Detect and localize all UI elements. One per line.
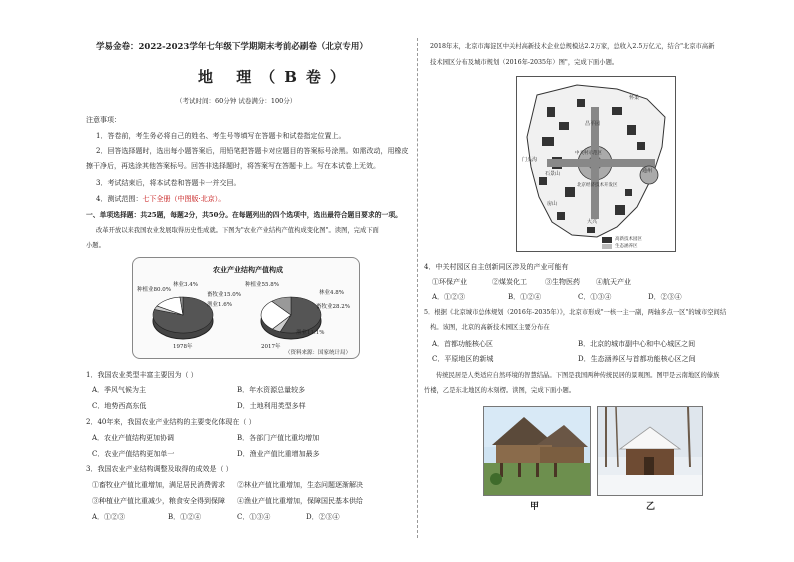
q5-option-c[interactable]: C．平原地区的新城	[432, 355, 494, 363]
q3-option-d[interactable]: D．②③④	[306, 513, 340, 521]
pie1-label-forestry: 林业3.4%	[173, 282, 198, 288]
chart-title: 农业产业结构产值构成	[213, 265, 283, 274]
q4-item-4: ④航天产业	[596, 278, 631, 286]
dwelling-intro: 传统民居是人类适应自然环境的智慧结晶。下图是我国两种传统民居的景观图。图甲是云南地区的傣族	[436, 372, 720, 379]
pie1-label-livestock: 畜牧业15.0%	[207, 292, 241, 298]
q1-option-b[interactable]: B．年水资源总量较多	[237, 386, 306, 394]
map-label-etdz: 北京经济技术开发区	[577, 183, 618, 188]
pie2-label-livestock: 畜牧业28.2%	[316, 304, 350, 310]
dai-bamboo-house-photo	[483, 406, 591, 496]
q4-item-2: ②煤炭化工	[492, 278, 527, 286]
note-2: 2．回答选择题时，选出每小题答案后，用铅笔把答题卡对应题目的答案标号涂黑。如需改动，用橡皮	[96, 147, 409, 155]
q4-intro-cont: 技术园区分布及城市规划（2016年-2035年）图"，完成下面小题。	[430, 59, 619, 66]
pie2-label-forestry: 林业4.8%	[319, 290, 344, 296]
q5-option-b[interactable]: B．北京的城市副中心和中心城区之间	[578, 340, 696, 348]
photo-caption-yi: 乙	[646, 502, 656, 512]
q2-option-a[interactable]: A．农业产值结构更加协调	[92, 434, 175, 442]
q3-statement-4: ④渔业产值比重增加，保障国民基本供给	[237, 497, 363, 505]
note-1: 1．答卷前，考生务必将自己的姓名、考生号等填写在答题卡和试卷指定位置上。	[96, 132, 346, 140]
section-1-intro-cont: 小题。	[86, 242, 105, 249]
exam-meta: （考试时间：60分钟 试卷满分：100分）	[176, 97, 297, 105]
beijing-tech-park-map	[516, 76, 676, 252]
pie2-year: 2017年	[261, 344, 281, 350]
agriculture-chart	[132, 257, 360, 359]
map-legend-eco-area: 生态涵养区	[615, 244, 638, 249]
pie1-year: 1978年	[173, 344, 193, 350]
dai-house-illustration	[484, 407, 590, 495]
map-label-huairou: 怀柔	[629, 95, 640, 101]
map-label-changping: 昌平园	[585, 121, 601, 127]
q3-option-c[interactable]: C．①③④	[237, 513, 271, 521]
pie1-label-farming: 种植业80.0%	[137, 287, 171, 293]
q2-option-b[interactable]: B．各部门产值比重均增加	[237, 434, 320, 442]
chart-source: （资料来源：国家统计局）	[285, 350, 352, 356]
q1-option-a[interactable]: A．季风气候为主	[92, 386, 147, 394]
q5-option-a[interactable]: A．首都功能核心区	[432, 340, 494, 348]
q3-option-b[interactable]: B．①②④	[168, 513, 202, 521]
q3-option-a[interactable]: A．①②③	[92, 513, 126, 521]
q3-statement-3: ③种植业产值比重减少，粮食安全得到保障	[92, 497, 225, 505]
note-4	[96, 194, 225, 204]
note-4-range: 七下全册（中图版·北京）。	[142, 195, 226, 203]
question-5-stem-cont: 构。该图，北京的高新技术园区主要分布在	[430, 324, 550, 331]
q5-option-d[interactable]: D．生态涵养区与首都功能核心区之间	[578, 355, 696, 363]
map-label-zhongguancun: 中关村示范区	[575, 151, 602, 156]
q3-statement-1: ①畜牧业产值比重增加，满足居民消费需求	[92, 481, 225, 489]
map-label-mentougou: 门头沟	[522, 157, 538, 163]
q1-option-d[interactable]: D．土地利用类型多样	[237, 402, 306, 410]
note-4-prefix: 4．测试范围：	[96, 195, 143, 203]
question-3-stem: 3．我国农业产业结构调整及取得的成效是（ ）	[86, 465, 233, 473]
map-label-daxing: 大兴	[587, 219, 598, 225]
question-5-stem: 5．根据《北京城市总体规划（2016年-2035年）》，北京市形成"一核一主一副，两轴多点一区"的城市空间结	[424, 309, 727, 316]
section-1-intro: 改革开放以来我国农业发展取得历史性成就。下图为"农业产业结构产值构成变化图"。读图，完成下面	[96, 227, 379, 234]
question-4-stem: 4．中关村园区自主创新同区涉及的产业可能有	[424, 263, 569, 271]
q4-item-1: ①环保产业	[432, 278, 467, 286]
pie2-label-farming: 种植业55.8%	[245, 282, 279, 288]
mukeleng-illustration	[598, 407, 702, 495]
note-2-cont: 擦干净后，再选涂其他答案标号。回答非选择题时，将答案写在答题卡上。写在本试卷上无效。	[86, 162, 380, 170]
pie2-label-fishery: 渔业11.1%	[296, 330, 325, 336]
map-label-shijingshan: 石景山	[545, 171, 561, 177]
q4-item-3: ③生物医药	[545, 278, 580, 286]
q1-option-c[interactable]: C．地势西高东低	[92, 402, 147, 410]
map-label-tongzhou: 通州	[642, 168, 653, 174]
q4-option-b[interactable]: B．①②④	[508, 293, 542, 301]
q2-option-c[interactable]: C．农业产值结构更加单一	[92, 450, 175, 458]
q2-option-d[interactable]: D．渔业产值比重增加最多	[237, 450, 320, 458]
map-legend-tech-park: 高新技术园区	[615, 237, 642, 242]
notes-heading: 注意事项：	[86, 116, 121, 124]
column-divider	[417, 38, 418, 538]
question-1-stem: 1．我国农业类型丰富主要因为（ ）	[86, 371, 198, 379]
exam-title: 学易金卷：2022-2023学年七年级下学期期末考前必刷卷（北京专用）	[96, 42, 368, 52]
mukeleng-house-photo	[597, 406, 703, 496]
subject-title: 地 理（B卷）	[198, 68, 354, 86]
q3-statement-2: ②林业产值比重增加，生态问题逐渐解决	[237, 481, 363, 489]
question-2-stem: 2．40年来，我国农业产业结构的主要变化体现在（ ）	[86, 418, 256, 426]
section-1-heading: 一、单项选择题：共25题，每题2分，共50分。在每题列出的四个选项中，选出最符合题目要求的一项。	[86, 211, 402, 219]
map-label-fangshan: 房山	[547, 201, 558, 207]
pie1-label-fishery: 渔业1.6%	[207, 302, 232, 308]
dwelling-intro-cont: 竹楼，乙是东北地区的木刻楞。读图，完成下面小题。	[424, 387, 576, 394]
q4-intro: 2018年末，北京市海淀区中关村高新技术企业总规模达2.2万家，总收入2.5万亿元，结合"北京市高新	[430, 43, 715, 50]
photo-caption-jia: 甲	[530, 502, 540, 512]
q4-option-a[interactable]: A．①②③	[432, 293, 466, 301]
q4-option-d[interactable]: D．②③④	[648, 293, 682, 301]
q4-option-c[interactable]: C．①③④	[578, 293, 612, 301]
note-3: 3．考试结束后，将本试卷和答题卡一并交回。	[96, 179, 241, 187]
